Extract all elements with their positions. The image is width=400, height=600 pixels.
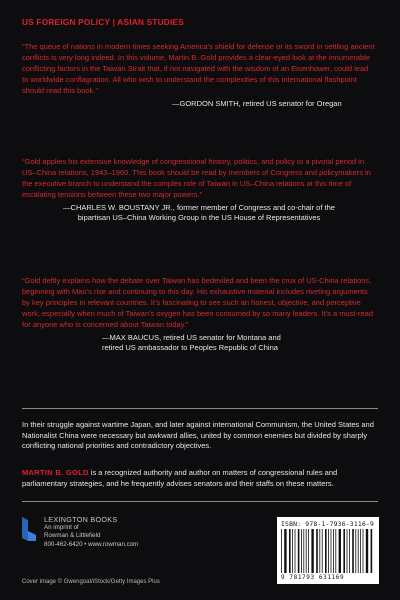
barcode-bar (284, 529, 286, 573)
barcode-bar (292, 529, 293, 573)
barcode-bar (319, 529, 320, 573)
barcode-bar (333, 529, 334, 573)
barcode-bar (335, 529, 336, 573)
barcode-bar (349, 529, 350, 573)
author-bio-text: is a recognized authority and author on matters of congressional rules and parliamentary strategies, and he frequently advises senators and their staffs on these matters. (22, 468, 338, 488)
publisher-name: LEXINGTON BOOKS (44, 515, 118, 524)
category-label: US FOREIGN POLICY | ASIAN STUDIES (22, 17, 184, 27)
barcode-bar (322, 529, 323, 573)
barcode-bar (363, 529, 364, 573)
barcode-bar (347, 529, 348, 573)
blurb-attribution: —MAX BAUCUS, retired US senator for Montana and (102, 332, 281, 342)
barcode-bars (281, 529, 375, 573)
barcode-bar (355, 529, 356, 573)
barcode-bar (298, 529, 300, 573)
barcode-bar (371, 529, 373, 573)
blurb-max-baucus (22, 276, 376, 354)
barcode-digits: 9 781793 631169 (281, 574, 345, 581)
barcode-bar (352, 529, 354, 573)
blurb-gordon-smith (22, 42, 376, 109)
barcode-bar (281, 529, 282, 573)
blurb-attribution-line-2: bipartisan US–China Working Group in the US House of Representatives (77, 213, 321, 223)
barcode-bar (328, 529, 329, 573)
blurb-attribution: —GORDON SMITH, retired US senator for Oregan (172, 98, 342, 108)
barcode-bar (366, 529, 368, 573)
barcode-bar (308, 529, 309, 573)
barcode-bar (331, 529, 332, 573)
blurb-attribution: —CHARLES W. BOUSTANY JR., former member of Congress and co-chair of the (63, 202, 335, 212)
barcode-bar (358, 529, 359, 573)
lexington-books-logo-icon (22, 517, 36, 541)
publisher-parent: Rowman & Littlefield (44, 532, 101, 540)
publisher-contact: 800-462-6420 • www.rowman.com (44, 540, 139, 548)
barcode-bar (311, 529, 313, 573)
author-name: MARTIN B. GOLD (22, 468, 89, 477)
barcode-bar (339, 529, 341, 573)
divider (22, 501, 378, 502)
divider (22, 408, 378, 409)
publisher-info (44, 516, 138, 549)
blurb-quote: “The queue of nations in modern times seeking America’s shield for defense or its sword in settling ancient conflicts is very long indeed. In this volume, Martin B. Gold provides a clear-eyed look at the innumerable conflicting factors in the Taiwan Strait that, if not navigated with the wisdom of an Eisenhower, could lead to worldwide conflagration. All who wish to understand the complexities of this international flashpoint should read this book.” (22, 42, 375, 95)
barcode-bar (316, 529, 318, 573)
barcode-bar (343, 529, 345, 573)
blurb-quote: “Gold applies his extensive knowledge of congressional history, politics, and policy to a pivotal period in US–China relations, 1943–1960. This book should be read by members of Congress and policymakers in the executive branch to understand the complex role of Taiwan in US–China relations at this time of escalating tensions between these two major powers.” (22, 157, 371, 199)
publisher-imprint-line: An imprint of (44, 524, 79, 532)
barcode-bar (303, 529, 304, 573)
barcode-bar (289, 529, 291, 573)
isbn-label: ISBN: 978-1-7936-3116-9 (281, 520, 375, 528)
blurb-charles-boustany (22, 157, 376, 224)
barcode-bar (306, 529, 307, 573)
book-description: In their struggle against wartime Japan, and later against international Communism, the United States and Nationalist China were necessary but awkward allies, united by common enemies but divided by sharply conflicting national priorities and contradictory objectives. (22, 420, 374, 451)
author-bio (22, 468, 378, 489)
barcode-bar (325, 529, 327, 573)
barcode-bar (360, 529, 361, 573)
barcode-bar (295, 529, 296, 573)
blurb-attribution-line-2: retired US ambassador to Peoples Republic of China (102, 343, 278, 353)
blurb-quote: “Gold deftly explains how the debate over Taiwan has bedeviled and been the crux of US-China relations, beginning with Mao’s rise and continuing to this day. His exhaustive material includes riveting arguments by key principles in relevant countries. It’s fascinating to see such an honest, objective, and perceptive work, especially when much of Taiwan’s oxygen has been consumed by so many leaders. It’s a must-read for anyone who is concerned about Taiwan today.” (22, 276, 374, 329)
barcode-bar (301, 529, 302, 573)
cover-image-credit: Cover image © Gwengoat/iStock/Getty Images Plus (22, 579, 160, 585)
isbn-barcode (277, 517, 379, 584)
